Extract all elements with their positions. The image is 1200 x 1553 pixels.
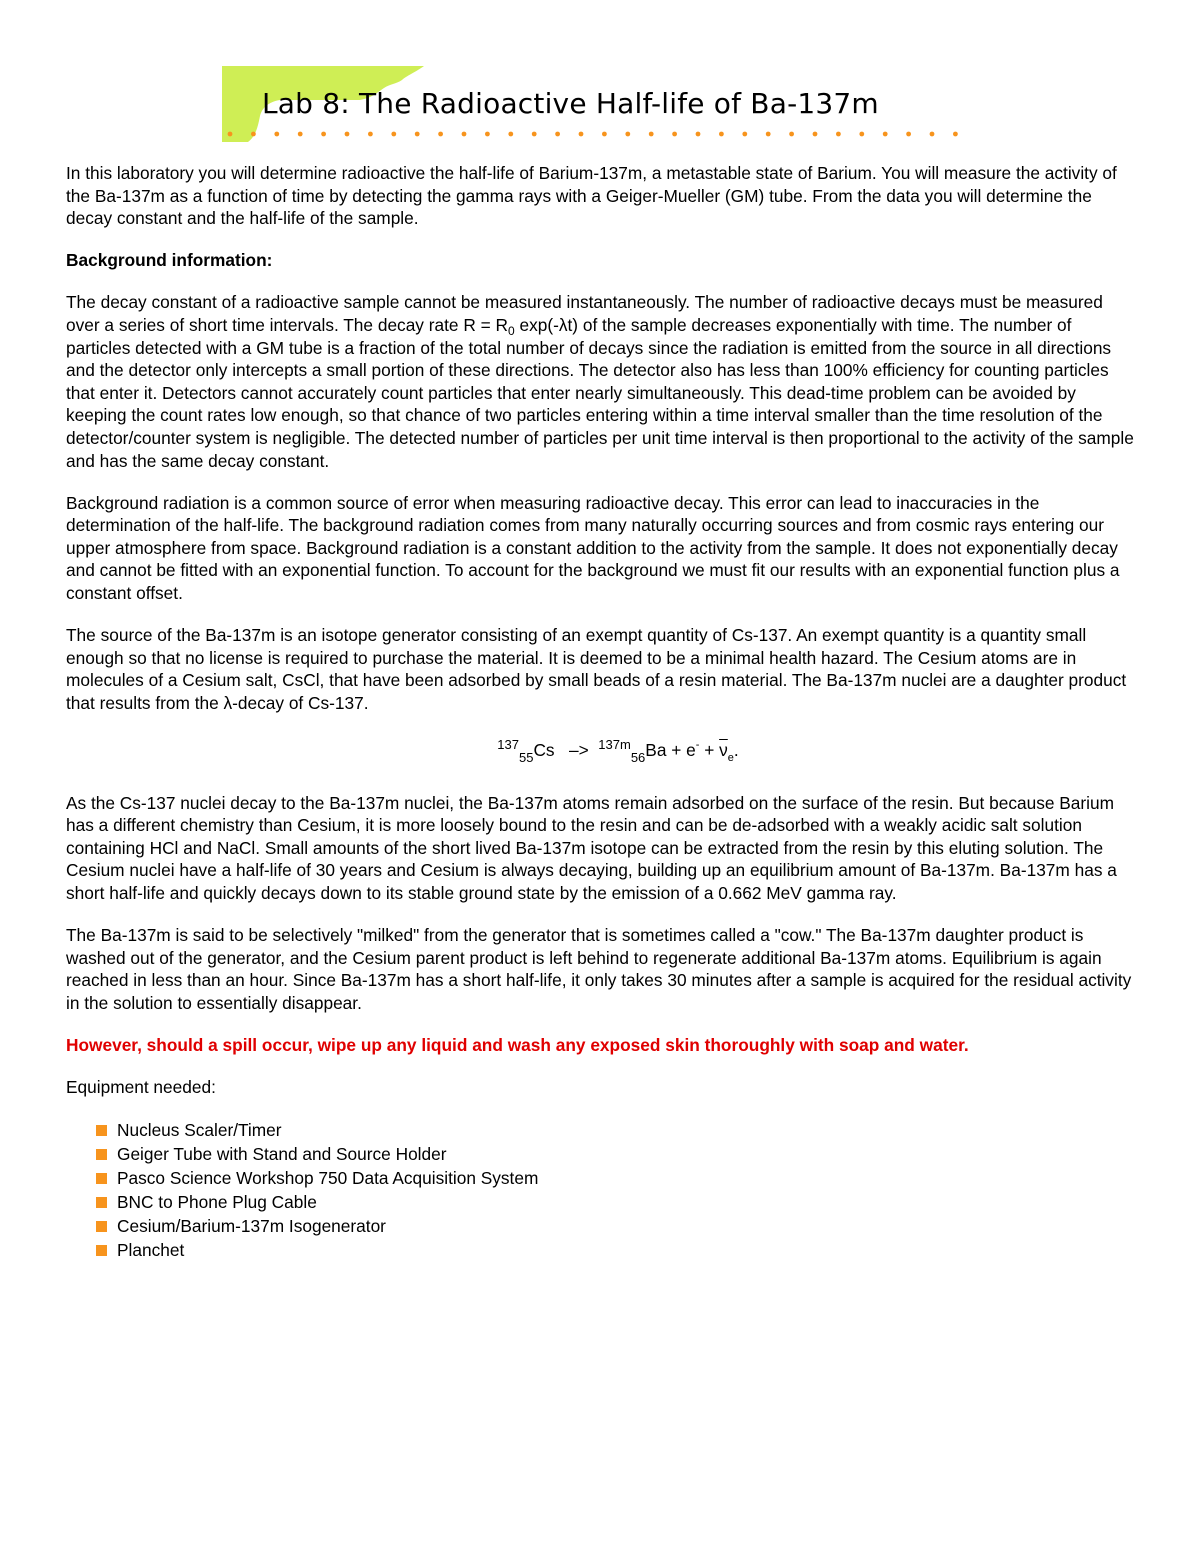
equipment-item-label: Geiger Tube with Stand and Source Holder — [117, 1144, 447, 1165]
header-dot — [485, 132, 490, 137]
equipment-item-label: Nucleus Scaler/Timer — [117, 1120, 282, 1141]
equipment-item-label: Planchet — [117, 1240, 185, 1261]
header-dot — [696, 132, 701, 137]
header-dot — [930, 132, 935, 137]
header-dot — [672, 132, 677, 137]
header-dot — [742, 132, 747, 137]
header-dot — [813, 132, 818, 137]
header-dot — [391, 132, 396, 137]
equipment-list — [66, 1118, 1140, 1262]
equipment-item — [96, 1166, 1140, 1190]
bullet-square-icon — [96, 1173, 107, 1184]
header-dot — [532, 132, 537, 137]
decay-constant-paragraph — [66, 291, 1140, 472]
header-dot — [298, 132, 303, 137]
header-dot — [906, 132, 911, 137]
header-dot — [438, 132, 443, 137]
header-dot — [649, 132, 654, 137]
cs-atomic-number: 55 — [518, 749, 534, 765]
header-dot — [766, 132, 771, 137]
header-dot — [883, 132, 888, 137]
bullet-square-icon — [96, 1245, 107, 1256]
equipment-item — [96, 1142, 1140, 1166]
equipment-item-label: Pasco Science Workshop 750 Data Acquisition System — [117, 1168, 539, 1189]
background-heading: Background information: — [66, 250, 273, 271]
bullet-square-icon — [96, 1197, 107, 1208]
ba-mass-number: 137m — [598, 736, 631, 752]
header-dotted-rule — [222, 126, 982, 142]
header-dot — [789, 132, 794, 137]
header-dot — [625, 132, 630, 137]
equipment-item — [96, 1118, 1140, 1142]
header-dot — [719, 132, 724, 137]
header-dot — [508, 132, 513, 137]
antineutrino-subscript: e — [727, 751, 734, 764]
reaction-arrow: –> — [568, 739, 589, 760]
document-body — [66, 162, 1140, 1262]
resin-paragraph: As the Cs-137 nuclei decay to the Ba-137m nuclei, the Ba-137m atoms remain adsorbed on the surface of the resin. But because Barium has a different chemistry than Cesium, it is more loosely bound to the resin and can be de-adsorbed with a weakly acidic salt solution containing HCl and NaCl. Small amounts of the short lived Ba-137m isotope can be extracted from the resin by this eluting solution. The Cesium nuclei have a half-life of 30 years and Cesium is always decaying, building up an equilibrium amount of Ba-137m. Ba-137m has a short half-life and quickly decays down to its stable ground state by the emission of a 0.662 MeV gamma ray. — [66, 792, 1117, 903]
r0-subscript: 0 — [507, 323, 515, 338]
decay-text-before: The decay constant of a radioactive sample cannot be measured instantaneously. The number of radioactive decays must be measured over a series of short time intervals. The decay rate R = R — [66, 292, 1103, 335]
milking-paragraph: The Ba-137m is said to be selectively "milked" from the generator that is sometimes called a "cow." The Ba-137m daughter product is washed out of the generator, and the Cesium parent product is left behind to regenerate additional Ba-137m atoms. Equilibrium is again reached in less than an hour. Since Ba-137m has a short half-life, it only takes 30 minutes after a sample is acquired for the residual activity in the solution to essentially disappear. — [66, 925, 1132, 1013]
equipment-heading: Equipment needed: — [66, 1077, 216, 1097]
spill-warning: However, should a spill occur, wipe up any liquid and wash any exposed skin thoroughly with soap and water. — [66, 1034, 969, 1055]
bullet-square-icon — [96, 1125, 107, 1136]
header-dot — [579, 132, 584, 137]
header-dot — [321, 132, 326, 137]
equipment-item — [96, 1214, 1140, 1238]
bullet-square-icon — [96, 1221, 107, 1232]
cs-symbol: Cs — [533, 739, 555, 760]
cs-mass-number: 137 — [497, 736, 519, 752]
header-dot — [555, 132, 560, 137]
equipment-item-label: Cesium/Barium-137m Isogenerator — [117, 1216, 386, 1237]
header-dot — [251, 132, 256, 137]
header-dot — [462, 132, 467, 137]
equation-end: . — [733, 739, 739, 760]
header-dot — [602, 132, 607, 137]
electron-charge: - — [695, 738, 700, 751]
header-dot — [836, 132, 841, 137]
header-dot — [274, 132, 279, 137]
antineutrino-symbol: $\overline{\nu}$ — [719, 739, 728, 760]
header-dot — [953, 132, 958, 137]
plus-sign: + — [699, 739, 720, 760]
background-radiation-paragraph: Background radiation is a common source of error when measuring radioactive decay. This error can lead to inaccuracies in the determination of the half-life. The background radiation comes from many naturally occurring sources and from cosmic rays entering our upper atmosphere from space. Background radiation is a constant addition to the activity from the sample. It does not exponentially decay and cannot be fitted with an exponential function. To account for the background we must fit our results with an exponential function plus a constant offset. — [66, 492, 1120, 603]
header-dot — [368, 132, 373, 137]
decay-equation — [66, 734, 1140, 770]
header-dot — [345, 132, 350, 137]
isotope-generator-paragraph: The source of the Ba-137m is an isotope generator consisting of an exempt quantity of Cs-137. An exempt quantity is a quantity small enough so that no license is required to purchase the material. It is deemed to be a minimal health hazard. The Cesium atoms are in molecules of a Cesium salt, CsCl, that have been adsorbed by small beads of a resin material. The Ba-137m nuclei are a daughter product that results from the λ-decay of Cs-137. — [66, 625, 1127, 713]
header-dot — [228, 132, 233, 137]
page-title: Lab 8: The Radioactive Half-life of Ba-137m — [262, 87, 879, 120]
bullet-square-icon — [96, 1149, 107, 1160]
equipment-item — [96, 1238, 1140, 1262]
header-dot — [859, 132, 864, 137]
ba-atomic-number: 56 — [630, 749, 646, 765]
equipment-item — [96, 1190, 1140, 1214]
ba-symbol: Ba + e — [645, 739, 696, 760]
decay-text-after: exp(-λt) of the sample decreases exponentially with time. The number of particles detected with a GM tube is a fraction of the total number of decays since the radiation is emitted from the source in all directions and the detector only intercepts a small portion of these directions. The detector also has less than 100% efficiency for counting particles that enter it. Detectors cannot accurately count particles that enter nearly simultaneously. This dead-time problem can be avoided by keeping the count rates low enough, so that chance of two particles entering within a time interval smaller than the time resolution of the detector/counter system is negligible. The detected number of particles per unit time interval is then proportional to the activity of the sample and has the same decay constant. — [66, 314, 1134, 471]
intro-paragraph: In this laboratory you will determine radioactive the half-life of Barium-137m, a metastable state of Barium. You will measure the activity of the Ba-137m as a function of time by detecting the gamma rays with a Geiger-Mueller (GM) tube. From the data you will determine the decay constant and the half-life of the sample. — [66, 163, 1117, 229]
header-dot — [415, 132, 420, 137]
equipment-item-label: BNC to Phone Plug Cable — [117, 1192, 317, 1213]
